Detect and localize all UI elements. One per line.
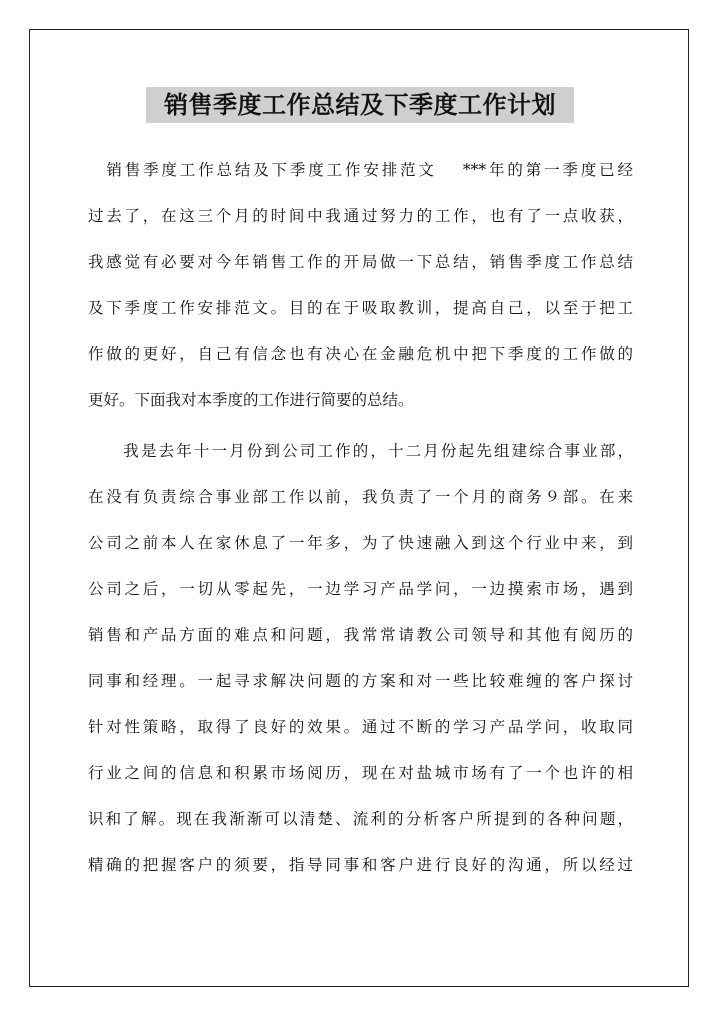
text-line: 我感觉有必要对今年销售工作的开局做一下总结，销售季度工作总结 [88, 253, 633, 271]
text-line: 公司之前本人在家休息了一年多，为了快速融入到这个行业中来，到 [88, 534, 633, 552]
text-line: 销售季度工作总结及下季度工作安排范文 ***年的第一季度已经 [88, 161, 633, 179]
text-line: 我是去年十一月份到公司工作的，十二月份起先组建综合事业部， [88, 442, 633, 460]
document-title: 销售季度工作总结及下季度工作计划 [146, 87, 574, 123]
text-line: 销售和产品方面的难点和问题，我常常请教公司领导和其他有阅历的 [88, 626, 633, 644]
text-line: 针对性策略，取得了良好的效果。通过不断的学习产品学问，收取同 [88, 718, 633, 736]
text-line: 在没有负责综合事业部工作以前，我负责了一个月的商务９部。在来 [88, 488, 633, 506]
text-line: 及下季度工作安排范文。目的在于吸取教训，提高自己，以至于把工 [88, 299, 633, 317]
text-line: 精确的把握客户的须要，指导同事和客户进行良好的沟通，所以经过 [88, 856, 633, 874]
text-line: 公司之后，一切从零起先，一边学习产品学问，一边摸索市场，遇到 [88, 580, 633, 598]
text-line: 作做的更好，自己有信念也有决心在金融危机中把下季度的工作做的 [88, 345, 633, 363]
text-line: 过去了，在这三个月的时间中我通过努力的工作，也有了一点收获， [88, 207, 633, 225]
text-line: 同事和经理。一起寻求解决问题的方案和对一些比较难缠的客户探讨 [88, 672, 633, 690]
text-line: 识和了解。现在我渐渐可以清楚、流利的分析客户所提到的各种问题， [88, 810, 633, 828]
text-line: 更好。下面我对本季度的工作进行简要的总结。 [88, 391, 414, 409]
text-line: 行业之间的信息和积累市场阅历，现在对盐城市场有了一个也许的相 [88, 764, 633, 782]
